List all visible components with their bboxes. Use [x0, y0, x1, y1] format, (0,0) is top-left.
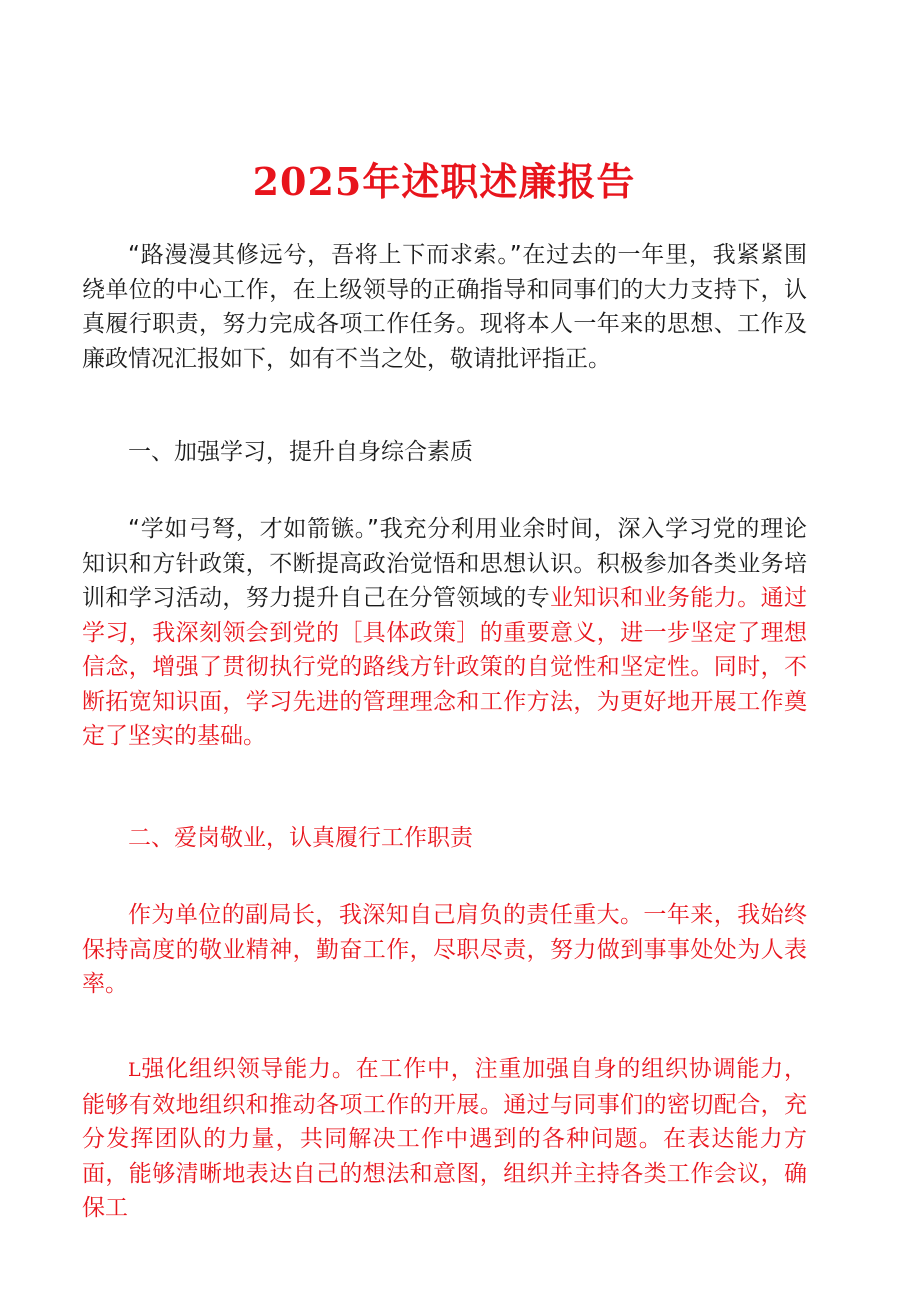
section2-item1-paragraph	[82, 1052, 807, 1226]
section2-paragraph: 作为单位的副局长，我深知自己肩负的责任重大。一年来，我始终保持高度的敬业精神，勤奋工作，尽职尽责，努力做到事事处处为人表率。	[82, 902, 807, 997]
item1-marker: L	[128, 1059, 141, 1081]
item1-text: 强化组织领导能力。在工作中，注重加强自身的组织协调能力，能够有效地组织和推动各项工作的开展。通过与同事们的密切配合，充分发挥团队的力量，共同解决工作中遇到的各种问题。在表达能力方面，能够清晰地表达自己的想法和意图，组织并主持各类工作会议，确保工	[82, 1056, 807, 1221]
document-title: 2025年述职述廉报告	[252, 159, 636, 205]
section1-paragraph	[82, 512, 807, 754]
section1-heading: 一、加强学习，提升自身综合素质	[128, 439, 473, 465]
section1-paragraph-red-text: 业知识和业务能力。通过学习，我深刻领会到党的［具体政策］的重要意义，进一步坚定了理想信念，增强了贯彻执行党的路线方针政策的自觉性和坚定性。同时，不断拓宽知识面，学习先进的管理理念和工作方法，为更好地开展工作奠定了坚实的基础。	[82, 585, 808, 749]
section2-heading: 二、爱岗敬业，认真履行工作职责	[128, 825, 473, 851]
section1-paragraph-black-text: “学如弓弩，才如箭镞。”我充分利用业余时间，深入学习党的理论知识和方针政策，不断提高政治觉悟和思想认识。积极参加各类业务培训和学习活动，努力提升自己在分管领域的专	[82, 516, 807, 611]
intro-paragraph: “路漫漫其修远兮，吾将上下而求索。”在过去的一年里，我紧紧围绕单位的中心工作，在上级领导的正确指导和同事们的大力支持下，认真履行职责，努力完成各项工作任务。现将本人一年来的思想、工作及廉政情况汇报如下，如有不当之处，敬请批评指正。	[82, 242, 807, 372]
